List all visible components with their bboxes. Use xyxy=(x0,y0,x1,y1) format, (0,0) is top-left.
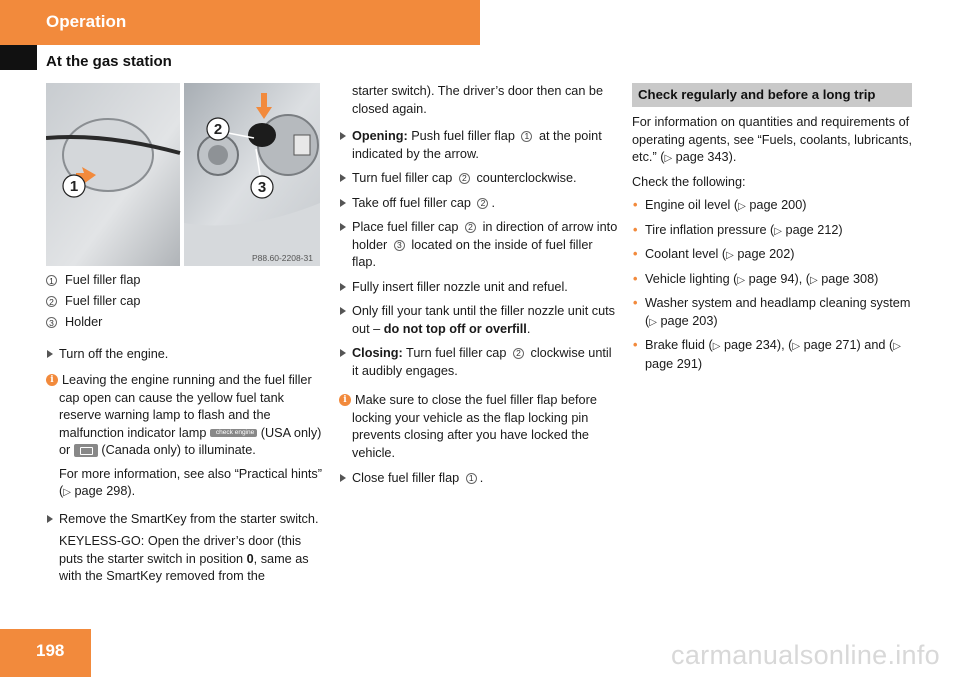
page-pointer-icon: ▷ xyxy=(792,341,801,352)
step-arrow-icon xyxy=(340,283,346,291)
step-arrow-icon xyxy=(340,223,346,231)
keyless-go-continued: starter switch). The driver’s door then can be closed again. xyxy=(352,84,604,116)
info-paragraph: Make sure to close the fuel filler flap before locking your vehicle as the flap locking pin prevents closing after you have locked the vehicle. xyxy=(352,393,597,460)
check-following-label: Check the following: xyxy=(632,174,746,189)
watermark-text: carmanualsonline.info xyxy=(671,640,940,670)
intro-text: For information on quantities and requirements of operating agents, see “Fuels, coolants, lubricants, etc.” (▷ page 343). xyxy=(632,115,912,164)
ref-number: 2 xyxy=(459,173,470,184)
ref-number: 2 xyxy=(465,222,476,233)
page-pointer-icon: ▷ xyxy=(664,153,673,164)
step-arrow-icon xyxy=(340,199,346,207)
bullet-icon: • xyxy=(633,338,638,352)
flap-label xyxy=(294,135,310,155)
ref-number: 1 xyxy=(466,473,477,484)
legend-number: 3 xyxy=(46,317,57,328)
ref-number: 2 xyxy=(513,348,524,359)
step-arrow-icon xyxy=(340,474,346,482)
page-pointer-icon: ▷ xyxy=(712,341,721,352)
figure-code: P88.60-2208-31 xyxy=(252,253,313,263)
step-close-flap: Close fuel filler flap 1 . xyxy=(339,470,619,488)
step-arrow-icon xyxy=(340,349,346,357)
fuel-cap-shape xyxy=(248,123,276,147)
bullet-icon: • xyxy=(633,222,638,237)
legend-number: 2 xyxy=(46,296,57,307)
bullet-icon: • xyxy=(633,271,638,286)
page-subtitle: At the gas station xyxy=(46,53,172,70)
info-note-engine xyxy=(46,372,326,502)
step-arrow-icon xyxy=(340,307,346,315)
page-pointer-icon: ▷ xyxy=(738,201,746,212)
page-pointer-icon: ▷ xyxy=(774,225,782,237)
step-place-cap: Place fuel filler cap 2 in direction of arrow into holder 3 located on the inside of fuel filler flap. xyxy=(339,219,619,272)
engine-lamp-icon xyxy=(74,444,98,457)
legend-item xyxy=(46,293,326,311)
list-item: • Brake fluid (▷ page 234), (▷ page 271) and (▷ page 291) xyxy=(633,338,901,371)
bullet-icon: • xyxy=(633,296,638,310)
step-arrow-icon xyxy=(340,132,346,140)
section-title: Operation xyxy=(46,12,127,31)
page-pointer-icon: ▷ xyxy=(737,274,746,286)
svg-text:3: 3 xyxy=(257,179,267,196)
page-reference: page 343). xyxy=(675,150,737,164)
info-paragraph: For more information, see also “Practical hints” (▷ page 298). xyxy=(59,466,323,498)
keyless-go-text: KEYLESS-GO: Open the driver’s door (this puts the starter switch in position 0, same as with the SmartKey removed from the xyxy=(59,534,309,583)
header-tab-mark xyxy=(0,45,37,70)
page-pointer-icon: ▷ xyxy=(649,316,657,328)
filler-neck-inner xyxy=(208,145,228,165)
ref-number: 1 xyxy=(521,131,532,142)
column-3 xyxy=(632,83,912,379)
step-turn-off-engine xyxy=(46,346,326,364)
column-2 xyxy=(339,83,619,495)
step-arrow-icon xyxy=(47,350,53,358)
callout-3 xyxy=(251,176,273,198)
info-icon: i xyxy=(339,394,351,406)
list-item: • Tire inflation pressure (▷ page 212) xyxy=(632,222,912,241)
list-item: • Engine oil level (▷ page 200) xyxy=(632,197,912,216)
step-turn-cap: Turn fuel filler cap 2 counterclockwise. xyxy=(339,170,619,188)
svg-text:2: 2 xyxy=(213,121,223,138)
legend-item xyxy=(46,314,326,332)
page-pointer-icon: ▷ xyxy=(893,341,901,352)
ref-number: 3 xyxy=(394,240,405,251)
info-note-flap xyxy=(339,392,619,462)
step-remove-smartkey xyxy=(46,511,326,529)
step-arrow-icon xyxy=(340,174,346,182)
page-number-tab xyxy=(0,629,91,677)
legend-label: Fuel filler flap xyxy=(65,273,141,287)
info-paragraph: Leaving the engine running and the fuel filler cap open can cause the yellow fuel tank reserve warning lamp to flash and the malfunction indicator lamp check engine (USA only) or (Canada only) to illuminate. xyxy=(59,373,322,457)
fuel-filler-figure xyxy=(46,83,320,266)
legend-number: 1 xyxy=(46,275,57,286)
list-item: • Coolant level (▷ page 202) xyxy=(632,246,912,265)
legend-item xyxy=(46,272,326,290)
step-insert-nozzle: Fully insert filler nozzle unit and refuel. xyxy=(339,279,619,297)
ref-number: 2 xyxy=(477,198,488,209)
step-opening: Opening: Push fuel filler flap 1 at the point indicated by the arrow. xyxy=(339,128,619,163)
page-reference: page 298). xyxy=(74,484,136,498)
callout-1 xyxy=(63,175,85,197)
check-engine-lamp-icon: check engine xyxy=(210,429,257,438)
page-pointer-icon: ▷ xyxy=(63,487,71,498)
page-pointer-icon: ▷ xyxy=(810,274,818,286)
page-number: 198 xyxy=(36,641,65,660)
step-arrow-icon xyxy=(47,515,53,523)
step-only-fill: Only fill your tank until the filler nozzle unit cuts out – do not top off or overfill. xyxy=(339,303,619,338)
step-closing: Closing: Turn fuel filler cap 2 clockwise until it audibly engages. xyxy=(339,345,619,380)
step-text: Remove the SmartKey from the starter switch. xyxy=(59,511,319,526)
info-icon: i xyxy=(46,374,58,386)
bullet-icon: • xyxy=(633,198,638,212)
column-1 xyxy=(46,272,326,592)
legend-label: Holder xyxy=(65,315,103,329)
svg-text:1: 1 xyxy=(69,178,79,195)
callout-2 xyxy=(207,118,229,140)
section-heading: Check regularly and before a long trip xyxy=(632,83,912,107)
bullet-icon: • xyxy=(633,247,638,261)
list-item: • Vehicle lighting (▷ page 94), (▷ page 308) xyxy=(632,271,912,290)
list-item: • Washer system and headlamp cleaning system (▷ page 203) xyxy=(633,296,911,328)
step-take-off-cap: Take off fuel filler cap 2 . xyxy=(339,195,619,213)
legend-label: Fuel filler cap xyxy=(65,294,141,308)
step-text: Turn off the engine. xyxy=(59,346,169,361)
page-pointer-icon: ▷ xyxy=(726,250,734,261)
